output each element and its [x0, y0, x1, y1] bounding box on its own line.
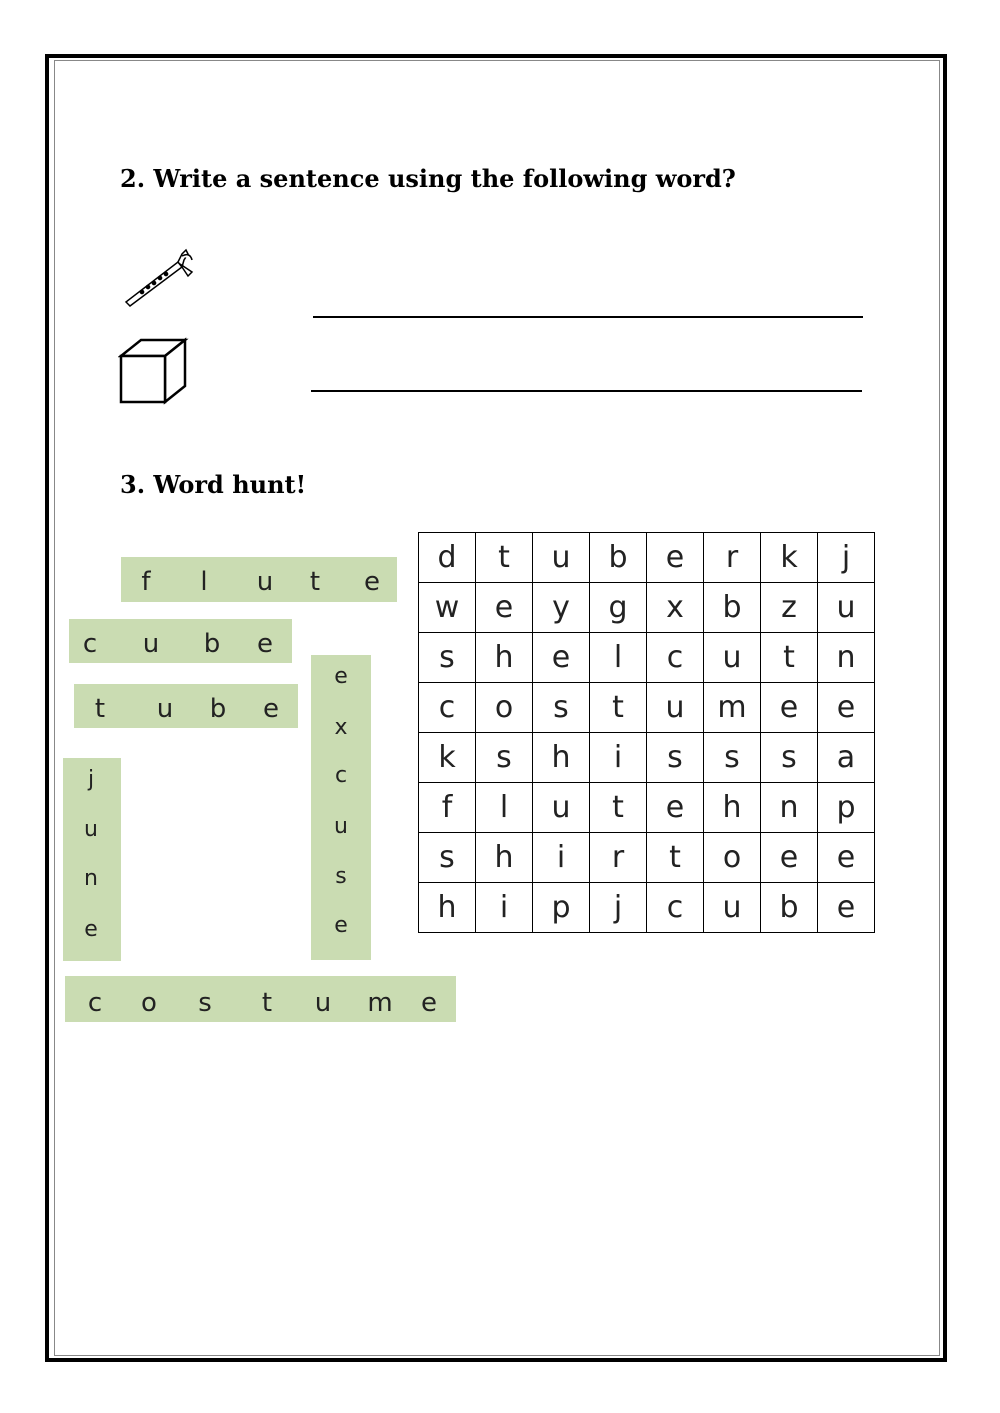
tile-letter: t — [261, 988, 273, 1018]
grid-cell[interactable]: e — [818, 833, 875, 883]
tile-letter: e — [84, 917, 98, 942]
grid-cell[interactable]: r — [704, 533, 761, 583]
word-tile-tube[interactable] — [74, 684, 298, 728]
tile-letter: s — [198, 988, 212, 1018]
grid-cell[interactable]: a — [818, 733, 875, 783]
tile-letter: u — [156, 694, 174, 724]
grid-cell[interactable]: o — [704, 833, 761, 883]
tile-letter: l — [200, 567, 208, 597]
tile-letter: o — [141, 988, 157, 1018]
grid-cell[interactable]: j — [818, 533, 875, 583]
grid-cell[interactable]: h — [476, 833, 533, 883]
grid-row — [419, 783, 875, 833]
tile-letter: c — [82, 629, 98, 659]
tile-letter: j — [87, 767, 95, 792]
grid-cell[interactable]: w — [419, 583, 476, 633]
grid-cell[interactable]: p — [533, 883, 590, 933]
word-tile-cube[interactable] — [69, 619, 292, 663]
grid-cell[interactable]: s — [476, 733, 533, 783]
tile-letter: u — [142, 629, 160, 659]
grid-row — [419, 583, 875, 633]
grid-cell[interactable]: h — [476, 633, 533, 683]
grid-cell[interactable]: t — [647, 833, 704, 883]
sentence-heading: 2. Write a sentence using the following word? — [120, 164, 736, 193]
tile-letter: e — [364, 567, 380, 597]
grid-cell[interactable]: t — [590, 683, 647, 733]
flute-icon — [120, 242, 195, 310]
cube-icon — [118, 336, 190, 408]
grid-cell[interactable]: z — [761, 583, 818, 633]
grid-cell[interactable]: f — [419, 783, 476, 833]
grid-cell[interactable]: d — [419, 533, 476, 583]
grid-cell[interactable]: h — [704, 783, 761, 833]
tile-letter: e — [263, 694, 279, 724]
answer-line-1[interactable] — [313, 316, 863, 318]
grid-cell[interactable]: u — [533, 533, 590, 583]
grid-cell[interactable]: t — [590, 783, 647, 833]
grid-cell[interactable]: e — [818, 883, 875, 933]
grid-cell[interactable]: u — [704, 633, 761, 683]
tile-letter: u — [256, 567, 274, 597]
grid-cell[interactable]: e — [647, 783, 704, 833]
grid-cell[interactable]: l — [476, 783, 533, 833]
answer-line-2[interactable] — [311, 390, 862, 392]
tile-letter: t — [94, 694, 106, 724]
grid-row — [419, 633, 875, 683]
grid-cell[interactable]: k — [761, 533, 818, 583]
grid-cell[interactable]: c — [647, 633, 704, 683]
tile-letter: b — [203, 629, 221, 659]
grid-cell[interactable]: k — [419, 733, 476, 783]
tile-letter: m — [367, 988, 393, 1018]
tile-letter: e — [421, 988, 437, 1018]
tile-letter: u — [314, 988, 332, 1018]
word-search-grid — [418, 532, 875, 933]
grid-cell[interactable]: h — [419, 883, 476, 933]
grid-cell[interactable]: s — [533, 683, 590, 733]
grid-cell[interactable]: s — [647, 733, 704, 783]
grid-cell[interactable]: s — [419, 633, 476, 683]
grid-cell[interactable]: p — [818, 783, 875, 833]
grid-cell[interactable]: r — [590, 833, 647, 883]
grid-cell[interactable]: b — [761, 883, 818, 933]
tile-letter: c — [87, 988, 103, 1018]
tile-letter: u — [84, 817, 98, 842]
grid-cell[interactable]: e — [533, 633, 590, 683]
grid-cell[interactable]: i — [476, 883, 533, 933]
word-tile-costume[interactable] — [65, 976, 456, 1022]
grid-cell[interactable]: i — [590, 733, 647, 783]
word-hunt-heading: 3. Word hunt! — [120, 470, 307, 499]
grid-cell[interactable]: m — [704, 683, 761, 733]
grid-row — [419, 883, 875, 933]
tile-letter: e — [257, 629, 273, 659]
grid-cell[interactable]: u — [647, 683, 704, 733]
tile-letter: t — [309, 567, 321, 597]
grid-cell[interactable]: e — [818, 683, 875, 733]
grid-cell[interactable]: u — [704, 883, 761, 933]
grid-cell[interactable]: j — [590, 883, 647, 933]
grid-cell[interactable]: l — [590, 633, 647, 683]
grid-cell[interactable]: b — [704, 583, 761, 633]
grid-cell[interactable]: e — [476, 583, 533, 633]
tile-letter: u — [334, 814, 348, 839]
grid-cell[interactable]: s — [704, 733, 761, 783]
word-tile-june[interactable] — [63, 758, 121, 961]
tile-letter: b — [209, 694, 227, 724]
grid-cell[interactable]: s — [761, 733, 818, 783]
tile-letter: e — [334, 664, 348, 689]
grid-cell[interactable]: c — [647, 883, 704, 933]
grid-cell[interactable]: b — [590, 533, 647, 583]
grid-cell[interactable]: s — [419, 833, 476, 883]
grid-cell[interactable]: y — [533, 583, 590, 633]
grid-cell[interactable]: o — [476, 683, 533, 733]
grid-cell[interactable]: n — [761, 783, 818, 833]
grid-row — [419, 733, 875, 783]
tile-letter: x — [334, 715, 348, 740]
word-tile-flute[interactable] — [121, 557, 397, 602]
grid-cell[interactable]: e — [647, 533, 704, 583]
grid-cell[interactable]: e — [761, 683, 818, 733]
grid-cell[interactable]: t — [761, 633, 818, 683]
tile-letter: n — [84, 866, 98, 891]
tile-letter: c — [334, 763, 348, 788]
grid-row — [419, 683, 875, 733]
grid-row — [419, 833, 875, 883]
word-tile-excuse[interactable] — [311, 655, 371, 960]
grid-cell[interactable]: x — [647, 583, 704, 633]
grid-cell[interactable]: c — [419, 683, 476, 733]
tile-letter: e — [334, 913, 348, 938]
grid-cell[interactable]: e — [761, 833, 818, 883]
grid-cell[interactable]: i — [533, 833, 590, 883]
grid-cell[interactable]: n — [818, 633, 875, 683]
grid-cell[interactable]: t — [476, 533, 533, 583]
grid-cell[interactable]: u — [818, 583, 875, 633]
grid-cell[interactable]: h — [533, 733, 590, 783]
grid-cell[interactable]: g — [590, 583, 647, 633]
tile-letter: f — [141, 567, 151, 597]
tile-letter: s — [335, 864, 347, 889]
grid-cell[interactable]: u — [533, 783, 590, 833]
grid-row — [419, 533, 875, 583]
